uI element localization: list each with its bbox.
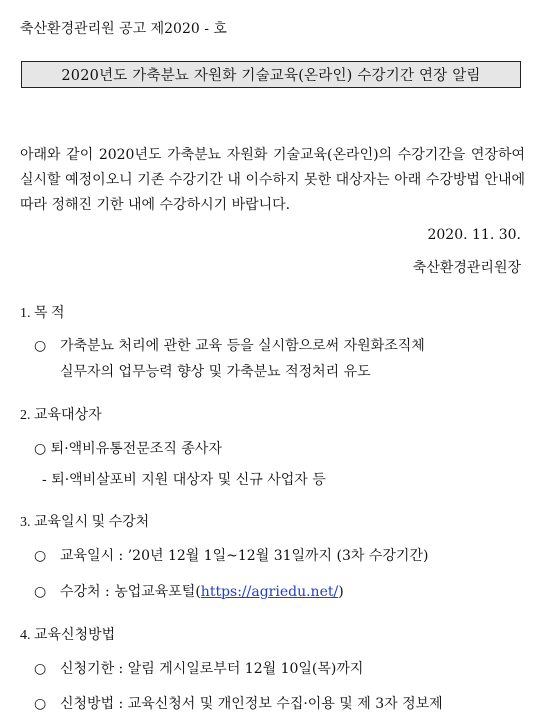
section-4-method-item xyxy=(34,693,443,713)
intro-paragraph: 아래와 같이 2020년도 가축분뇨 자원화 기술교육(온라인)의 수강기간을 연장하여 실시할 예정이오니 기존 수강기간 내 이수하지 못한 대상자는 아래 수강방법 안내에 따라 정해진 기한 내에 수강하시기 바랍니다. xyxy=(20,147,525,213)
bullet-circle: ○ xyxy=(34,696,47,712)
place-close: ) xyxy=(338,584,344,600)
bullet-circle: ○ xyxy=(34,338,47,354)
section-3-place-item xyxy=(34,581,344,601)
application-method: 신청방법 : 교육신청서 및 개인정보 수집·이용 및 제 3자 정보제 xyxy=(60,696,443,712)
issuer-name: 축산환경관리원장 xyxy=(412,260,521,276)
bullet-circle: ○ xyxy=(34,584,47,600)
document-title: 2020년도 가축분뇨 자원화 기술교육(온라인) 수강기간 연장 알림 xyxy=(61,68,481,84)
section-2-item xyxy=(34,438,222,458)
section-4-deadline-item xyxy=(34,658,363,678)
section-3-heading: 3. 교육일시 및 수강처 xyxy=(20,515,150,530)
bullet-circle: ○ xyxy=(34,661,47,677)
section-3-date-item xyxy=(34,545,428,565)
section-1-line-2: 실무자의 업무능력 향상 및 가축분뇨 적정처리 유도 xyxy=(60,364,371,380)
section-1-heading: 1. 목 적 xyxy=(20,306,65,321)
application-deadline: 신청기한 : 알림 게시일로부터 12월 10일(목)까지 xyxy=(60,661,364,677)
title-box xyxy=(21,61,521,88)
portal-link[interactable]: https://agriedu.net/ xyxy=(200,584,339,600)
section-4-heading: 4. 교육신청방법 xyxy=(20,628,116,643)
section-1-item xyxy=(34,335,425,355)
notice-number: 축산환경관리원 공고 제2020 - 호 xyxy=(20,21,227,37)
place-label: 수강처 : 농업교육포털( xyxy=(60,584,201,600)
section-2-heading: 2. 교육대상자 xyxy=(20,408,102,423)
dash-marker: - xyxy=(42,472,47,488)
bullet-circle: ○ xyxy=(34,441,47,457)
section-2-line-1: 퇴·액비유통전문조직 종사자 xyxy=(50,441,222,457)
education-period: 교육일시 : ’20년 12월 1일~12월 31일까지 (3차 수강기간) xyxy=(60,548,429,564)
section-2-line-2: 퇴·액비살포비 지원 대상자 및 신규 사업자 등 xyxy=(51,472,326,488)
section-1-line-1: 가축분뇨 처리에 관한 교육 등을 실시함으로써 자원화조직체 xyxy=(60,338,425,354)
bullet-circle: ○ xyxy=(34,548,47,564)
notice-date: 2020. 11. 30. xyxy=(427,227,521,243)
section-2-subitem xyxy=(42,469,326,489)
